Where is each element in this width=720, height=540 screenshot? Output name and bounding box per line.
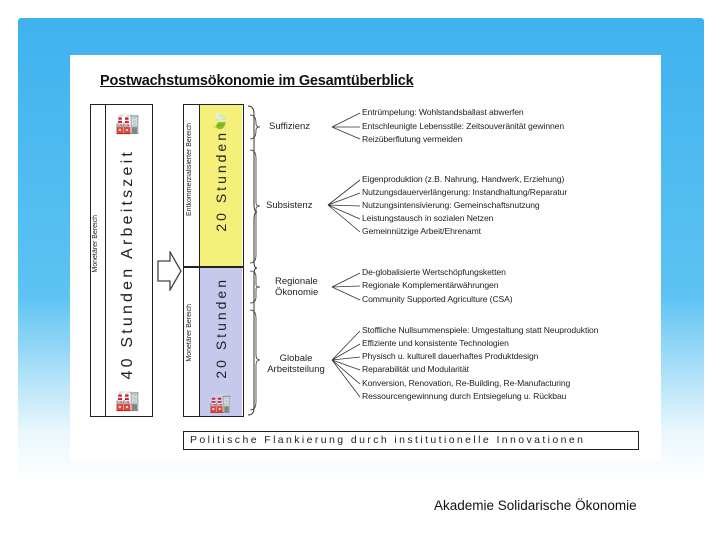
- factory-icon: 🏭: [209, 393, 232, 413]
- factory-icon: 🏭: [115, 390, 140, 412]
- category-item: Regionale Komplementärwährungen: [362, 280, 499, 290]
- category-label: Subsistenz: [266, 200, 313, 211]
- category-label: Suffizienz: [269, 121, 311, 132]
- mid-bottom-label: 20 Stunden: [213, 277, 229, 379]
- credit-text: Akademie Solidarische Ökonomie: [434, 498, 637, 513]
- overview-figure: [70, 55, 661, 461]
- category-item: Community Supported Agriculture (CSA): [362, 294, 513, 304]
- left-column-label: 40 Stunden Arbeitszeit: [119, 149, 136, 380]
- category-item: Leistungstausch in sozialen Netzen: [362, 213, 494, 223]
- category-item: Physisch u. kulturell dauerhaftes Produktdesign: [362, 351, 539, 361]
- category-item: Nutzungsintensivierung: Gemeinschaftsnutzung: [362, 200, 540, 210]
- left-area-label: Monetärer Bereich: [92, 215, 99, 273]
- footer-banner: Politische Flankierung durch institutionelle Innovationen: [183, 431, 639, 450]
- category-item: Entschleunigte Lebensstile: Zeitsouveränität gewinnen: [362, 121, 565, 131]
- category-item: Nutzungsdauerverlängerung: Instandhaltung/Reparatur: [362, 187, 568, 197]
- factory-icon: 🏭: [115, 113, 140, 135]
- category-item: Konversion, Renovation, Re-Building, Re-Manufacturing: [362, 378, 571, 388]
- figure-title: Postwachstumsökonomie im Gesamtüberblick: [100, 73, 414, 89]
- category-item: Reizüberflutung vermeiden: [362, 134, 463, 144]
- category-item: Entrümpelung: Wohlstandsballast abwerfen: [362, 107, 524, 117]
- category-item: Reparabilität und Modularität: [362, 364, 469, 374]
- category-item: Eigenproduktion (z.B. Nahrung, Handwerk, Erziehung): [362, 174, 565, 184]
- category-item: Ressourcengewinnung durch Entsiegelung u. Rückbau: [362, 391, 567, 401]
- category-item: De-globalisierte Wertschöpfungsketten: [362, 267, 506, 277]
- leaf-icon: 🍃: [210, 113, 230, 130]
- mid-top-area-label: Entkommerzialisierter Bereich: [186, 123, 193, 216]
- category-item: Effiziente und konsistente Technologien: [362, 338, 509, 348]
- category-item: Gemeinnützige Arbeit/Ehrenamt: [362, 226, 481, 236]
- category-label: Globale Arbeitsteilung: [267, 353, 325, 375]
- category-label: Regionale Ökonomie: [275, 276, 319, 298]
- mid-top-label: 20 Stunden: [213, 130, 229, 232]
- mid-bottom-area-label: Monetärer Bereich: [186, 304, 193, 362]
- category-item: Stoffliche Nullsummenspiele: Umgestaltung statt Neuproduktion: [362, 325, 599, 335]
